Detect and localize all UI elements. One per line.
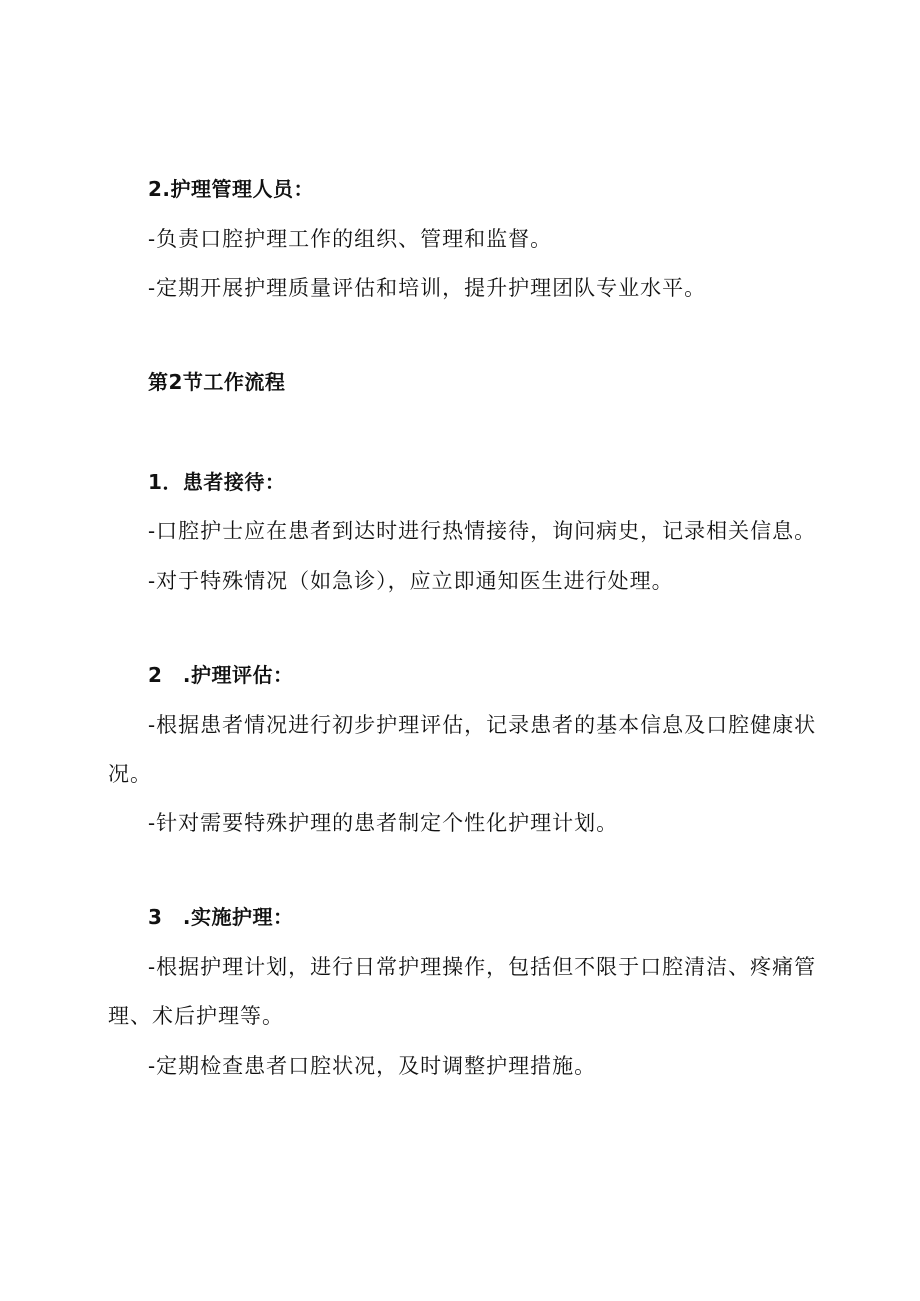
step-2-item-1-cont: 况。 xyxy=(108,762,152,786)
step-2-item-2: -针对需要特殊护理的患者制定个性化护理计划。 xyxy=(148,811,619,835)
step-1-item-2: -对于特殊情况（如急诊），应立即通知医生进行处理。 xyxy=(148,569,674,593)
step-3-item-1-cont: 理、术后护理等。 xyxy=(108,1004,284,1028)
step-3-item-2: -定期检查患者口腔状况，及时调整护理措施。 xyxy=(148,1054,597,1078)
step-2-heading: 2 .护理评估： xyxy=(148,663,294,687)
step-3-item-1: -根据护理计划，进行日常护理操作，包括但不限于口腔清洁、疼痛管 xyxy=(148,955,817,979)
management-heading: 2.护理管理人员： xyxy=(148,177,315,201)
step-3-heading: 3 .实施护理： xyxy=(148,905,294,929)
section-title: 第2节工作流程 xyxy=(148,370,286,394)
step-1-heading: 1．患者接待： xyxy=(148,470,286,494)
step-2-item-1: -根据患者情况进行初步护理评估，记录患者的基本信息及口腔健康状 xyxy=(148,713,817,737)
step-1-item-1: -口腔护士应在患者到达时进行热情接待，询问病史，记录相关信息。 xyxy=(148,519,817,543)
management-item-1: -负责口腔护理工作的组织、管理和监督。 xyxy=(148,227,553,251)
management-item-2: -定期开展护理质量评估和培训，提升护理团队专业水平。 xyxy=(148,276,707,300)
